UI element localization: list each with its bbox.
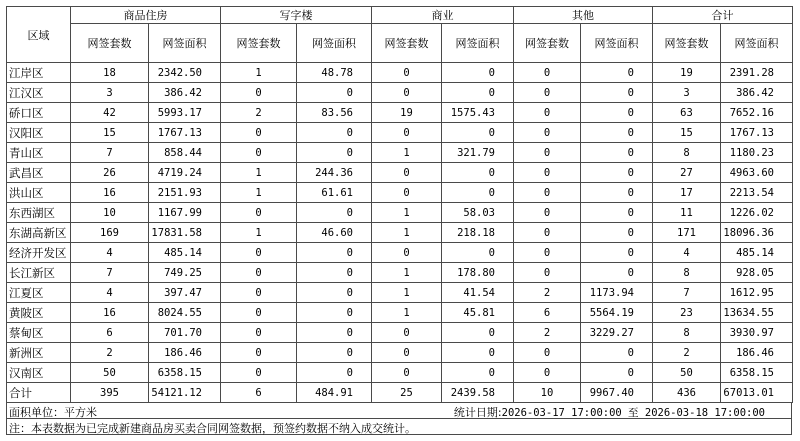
- total-area-cell: 3930.97: [721, 323, 793, 343]
- count-header: 网签套数: [653, 24, 721, 63]
- office-count-cell: 0: [221, 243, 297, 263]
- total-count-cell: 15: [653, 123, 721, 143]
- commercial-area-cell: 2439.58: [442, 383, 514, 403]
- other-area-cell: 0: [581, 63, 653, 83]
- total-area-cell: 4963.60: [721, 163, 793, 183]
- other-count-cell: 2: [514, 283, 581, 303]
- other-area-cell: 0: [581, 263, 653, 283]
- other-count-cell: 2: [514, 323, 581, 343]
- total-count-cell: 3: [653, 83, 721, 103]
- table-row: [7, 163, 793, 183]
- region-header: 区域: [7, 7, 71, 63]
- count-header: 网签套数: [71, 24, 149, 63]
- residential-count-cell: 42: [71, 103, 149, 123]
- total-area-cell: 1767.13: [721, 123, 793, 143]
- other-area-cell: 0: [581, 103, 653, 123]
- count-header: 网签套数: [514, 24, 581, 63]
- other-count-cell: 0: [514, 203, 581, 223]
- table-row: [7, 223, 793, 243]
- commercial-area-cell: 58.03: [442, 203, 514, 223]
- commercial-count-cell: 0: [372, 83, 442, 103]
- area-header: 网签面积: [297, 24, 372, 63]
- office-count-cell: 0: [221, 263, 297, 283]
- total-area-cell: 1180.23: [721, 143, 793, 163]
- other-count-cell: 0: [514, 143, 581, 163]
- total-count-cell: 27: [653, 163, 721, 183]
- other-area-cell: 9967.40: [581, 383, 653, 403]
- total-count-cell: 171: [653, 223, 721, 243]
- residential-area-cell: 54121.12: [149, 383, 221, 403]
- residential-count-cell: 16: [71, 183, 149, 203]
- residential-area-cell: 186.46: [149, 343, 221, 363]
- table-row: [7, 103, 793, 123]
- total-area-cell: 18096.36: [721, 223, 793, 243]
- office-area-cell: 244.36: [297, 163, 372, 183]
- office-count-cell: 0: [221, 143, 297, 163]
- commercial-count-cell: 1: [372, 203, 442, 223]
- office-area-cell: 484.91: [297, 383, 372, 403]
- commercial-area-cell: 0: [442, 123, 514, 143]
- total-count-cell: 19: [653, 63, 721, 83]
- total-count-cell: 11: [653, 203, 721, 223]
- region-name-cell: 东湖高新区: [7, 223, 71, 243]
- other-count-cell: 0: [514, 263, 581, 283]
- total-count-cell: 17: [653, 183, 721, 203]
- office-area-cell: 48.78: [297, 63, 372, 83]
- total-area-cell: 13634.55: [721, 303, 793, 323]
- commercial-area-cell: 0: [442, 363, 514, 383]
- other-area-cell: 0: [581, 143, 653, 163]
- group-header-residential: 商品住房: [71, 7, 221, 24]
- region-name-cell: 青山区: [7, 143, 71, 163]
- commercial-count-cell: 19: [372, 103, 442, 123]
- office-area-cell: 0: [297, 283, 372, 303]
- table-row: [7, 283, 793, 303]
- residential-area-cell: 5993.17: [149, 103, 221, 123]
- commercial-count-cell: 1: [372, 143, 442, 163]
- other-count-cell: 0: [514, 363, 581, 383]
- other-count-cell: 0: [514, 103, 581, 123]
- office-area-cell: 0: [297, 203, 372, 223]
- table-row: [7, 143, 793, 163]
- residential-count-cell: 10: [71, 203, 149, 223]
- residential-area-cell: 485.14: [149, 243, 221, 263]
- commercial-count-cell: 1: [372, 303, 442, 323]
- office-area-cell: 0: [297, 363, 372, 383]
- residential-count-cell: 4: [71, 243, 149, 263]
- office-count-cell: 1: [221, 163, 297, 183]
- commercial-count-cell: 0: [372, 363, 442, 383]
- total-area-cell: 67013.01: [721, 383, 793, 403]
- other-area-cell: 0: [581, 123, 653, 143]
- office-count-cell: 0: [221, 303, 297, 323]
- residential-count-cell: 4: [71, 283, 149, 303]
- residential-count-cell: 395: [71, 383, 149, 403]
- other-area-cell: 0: [581, 203, 653, 223]
- group-header-other: 其他: [514, 7, 653, 24]
- residential-count-cell: 7: [71, 143, 149, 163]
- commercial-area-cell: 321.79: [442, 143, 514, 163]
- residential-count-cell: 3: [71, 83, 149, 103]
- residential-area-cell: 6358.15: [149, 363, 221, 383]
- region-name-cell: 硚口区: [7, 103, 71, 123]
- commercial-count-cell: 0: [372, 163, 442, 183]
- office-count-cell: 0: [221, 283, 297, 303]
- table-row: [7, 303, 793, 323]
- residential-area-cell: 749.25: [149, 263, 221, 283]
- residential-area-cell: 858.44: [149, 143, 221, 163]
- other-area-cell: 0: [581, 223, 653, 243]
- table-row: [7, 63, 793, 83]
- commercial-count-cell: 0: [372, 243, 442, 263]
- note-text: 注：本表数据为已完成新建商品房买卖合同网签数据，预签约数据不纳入成交统计。: [9, 422, 416, 435]
- residential-area-cell: 2342.50: [149, 63, 221, 83]
- count-header: 网签套数: [221, 24, 297, 63]
- office-count-cell: 1: [221, 223, 297, 243]
- office-area-cell: 46.60: [297, 223, 372, 243]
- transaction-table: [6, 6, 793, 403]
- other-area-cell: 1173.94: [581, 283, 653, 303]
- stat-date: [454, 404, 765, 420]
- residential-area-cell: 397.47: [149, 283, 221, 303]
- office-area-cell: 0: [297, 243, 372, 263]
- commercial-area-cell: 41.54: [442, 283, 514, 303]
- total-area-cell: 7652.16: [721, 103, 793, 123]
- total-row: [7, 383, 793, 403]
- table-row: [7, 83, 793, 103]
- total-count-cell: 8: [653, 143, 721, 163]
- residential-area-cell: 1167.99: [149, 203, 221, 223]
- commercial-count-cell: 0: [372, 183, 442, 203]
- region-name-cell: 江汉区: [7, 83, 71, 103]
- region-name-cell: 新洲区: [7, 343, 71, 363]
- table-row: [7, 123, 793, 143]
- office-area-cell: 83.56: [297, 103, 372, 123]
- other-count-cell: 0: [514, 223, 581, 243]
- residential-count-cell: 2: [71, 343, 149, 363]
- other-count-cell: 0: [514, 163, 581, 183]
- other-area-cell: 0: [581, 183, 653, 203]
- region-name-cell: 黄陂区: [7, 303, 71, 323]
- area-header: 网签面积: [721, 24, 793, 63]
- total-count-cell: 50: [653, 363, 721, 383]
- region-name-cell: 蔡甸区: [7, 323, 71, 343]
- residential-count-cell: 50: [71, 363, 149, 383]
- table-row: [7, 203, 793, 223]
- commercial-area-cell: 1575.43: [442, 103, 514, 123]
- other-area-cell: 5564.19: [581, 303, 653, 323]
- commercial-count-cell: 25: [372, 383, 442, 403]
- region-name-cell: 东西湖区: [7, 203, 71, 223]
- stat-date-value: 2026-03-17 17:00:00 至 2026-03-18 17:00:00: [501, 407, 765, 419]
- region-name-cell: 江夏区: [7, 283, 71, 303]
- region-name-cell: 汉南区: [7, 363, 71, 383]
- total-count-cell: 436: [653, 383, 721, 403]
- office-area-cell: 0: [297, 323, 372, 343]
- residential-area-cell: 8024.55: [149, 303, 221, 323]
- total-area-cell: 1612.95: [721, 283, 793, 303]
- region-name-cell: 武昌区: [7, 163, 71, 183]
- other-area-cell: 0: [581, 343, 653, 363]
- total-area-cell: 928.05: [721, 263, 793, 283]
- office-area-cell: 0: [297, 343, 372, 363]
- total-count-cell: 63: [653, 103, 721, 123]
- other-count-cell: 10: [514, 383, 581, 403]
- unit-label: 面积单位：平方米: [9, 406, 97, 419]
- group-header-total: 合计: [653, 7, 793, 24]
- commercial-count-cell: 0: [372, 343, 442, 363]
- table-row: [7, 363, 793, 383]
- region-name-cell: 合计: [7, 383, 71, 403]
- office-area-cell: 0: [297, 263, 372, 283]
- stat-date-label: 统计日期:: [453, 406, 502, 419]
- residential-area-cell: 4719.24: [149, 163, 221, 183]
- total-area-cell: 386.42: [721, 83, 793, 103]
- office-count-cell: 1: [221, 183, 297, 203]
- residential-count-cell: 16: [71, 303, 149, 323]
- commercial-count-cell: 0: [372, 323, 442, 343]
- commercial-count-cell: 0: [372, 123, 442, 143]
- other-area-cell: 0: [581, 243, 653, 263]
- region-name-cell: 江岸区: [7, 63, 71, 83]
- total-area-cell: 485.14: [721, 243, 793, 263]
- other-area-cell: 3229.27: [581, 323, 653, 343]
- commercial-area-cell: 0: [442, 163, 514, 183]
- other-area-cell: 0: [581, 363, 653, 383]
- commercial-area-cell: 0: [442, 83, 514, 103]
- area-header: 网签面积: [149, 24, 221, 63]
- residential-area-cell: 701.70: [149, 323, 221, 343]
- total-count-cell: 8: [653, 263, 721, 283]
- other-count-cell: 0: [514, 183, 581, 203]
- total-count-cell: 8: [653, 323, 721, 343]
- commercial-area-cell: 0: [442, 243, 514, 263]
- commercial-area-cell: 0: [442, 183, 514, 203]
- office-area-cell: 0: [297, 83, 372, 103]
- office-count-cell: 2: [221, 103, 297, 123]
- office-count-cell: 0: [221, 83, 297, 103]
- commercial-count-cell: 1: [372, 223, 442, 243]
- other-count-cell: 6: [514, 303, 581, 323]
- total-area-cell: 1226.02: [721, 203, 793, 223]
- region-name-cell: 长江新区: [7, 263, 71, 283]
- table-row: [7, 183, 793, 203]
- region-name-cell: 洪山区: [7, 183, 71, 203]
- residential-area-cell: 17831.58: [149, 223, 221, 243]
- total-count-cell: 7: [653, 283, 721, 303]
- office-count-cell: 6: [221, 383, 297, 403]
- total-area-cell: 186.46: [721, 343, 793, 363]
- residential-area-cell: 386.42: [149, 83, 221, 103]
- commercial-count-cell: 1: [372, 283, 442, 303]
- table-row: [7, 343, 793, 363]
- commercial-area-cell: 218.18: [442, 223, 514, 243]
- transaction-table-sheet: [6, 6, 792, 435]
- table-row: [7, 323, 793, 343]
- other-count-cell: 0: [514, 123, 581, 143]
- residential-count-cell: 169: [71, 223, 149, 243]
- commercial-area-cell: 45.81: [442, 303, 514, 323]
- area-header: 网签面积: [442, 24, 514, 63]
- note-row: [6, 419, 792, 435]
- total-count-cell: 23: [653, 303, 721, 323]
- count-header: 网签套数: [372, 24, 442, 63]
- residential-area-cell: 2151.93: [149, 183, 221, 203]
- total-area-cell: 6358.15: [721, 363, 793, 383]
- group-header-office: 写字楼: [221, 7, 372, 24]
- office-area-cell: 61.61: [297, 183, 372, 203]
- group-header-commercial: 商业: [372, 7, 514, 24]
- total-count-cell: 4: [653, 243, 721, 263]
- commercial-count-cell: 0: [372, 63, 442, 83]
- office-count-cell: 0: [221, 203, 297, 223]
- region-name-cell: 经济开发区: [7, 243, 71, 263]
- other-count-cell: 0: [514, 83, 581, 103]
- table-row: [7, 243, 793, 263]
- office-count-cell: 0: [221, 323, 297, 343]
- office-count-cell: 0: [221, 343, 297, 363]
- residential-count-cell: 15: [71, 123, 149, 143]
- other-area-cell: 0: [581, 83, 653, 103]
- office-area-cell: 0: [297, 303, 372, 323]
- residential-count-cell: 18: [71, 63, 149, 83]
- other-area-cell: 0: [581, 163, 653, 183]
- unit-row: [6, 403, 792, 419]
- office-count-cell: 1: [221, 63, 297, 83]
- commercial-area-cell: 0: [442, 343, 514, 363]
- commercial-area-cell: 0: [442, 323, 514, 343]
- total-area-cell: 2213.54: [721, 183, 793, 203]
- other-count-cell: 0: [514, 243, 581, 263]
- total-area-cell: 2391.28: [721, 63, 793, 83]
- area-header: 网签面积: [581, 24, 653, 63]
- commercial-area-cell: 178.80: [442, 263, 514, 283]
- table-row: [7, 263, 793, 283]
- office-count-cell: 0: [221, 123, 297, 143]
- office-area-cell: 0: [297, 143, 372, 163]
- other-count-cell: 0: [514, 343, 581, 363]
- office-area-cell: 0: [297, 123, 372, 143]
- region-name-cell: 汉阳区: [7, 123, 71, 143]
- other-count-cell: 0: [514, 63, 581, 83]
- residential-count-cell: 7: [71, 263, 149, 283]
- residential-area-cell: 1767.13: [149, 123, 221, 143]
- commercial-count-cell: 1: [372, 263, 442, 283]
- office-count-cell: 0: [221, 363, 297, 383]
- total-count-cell: 2: [653, 343, 721, 363]
- commercial-area-cell: 0: [442, 63, 514, 83]
- residential-count-cell: 6: [71, 323, 149, 343]
- table-body: [7, 63, 793, 403]
- residential-count-cell: 26: [71, 163, 149, 183]
